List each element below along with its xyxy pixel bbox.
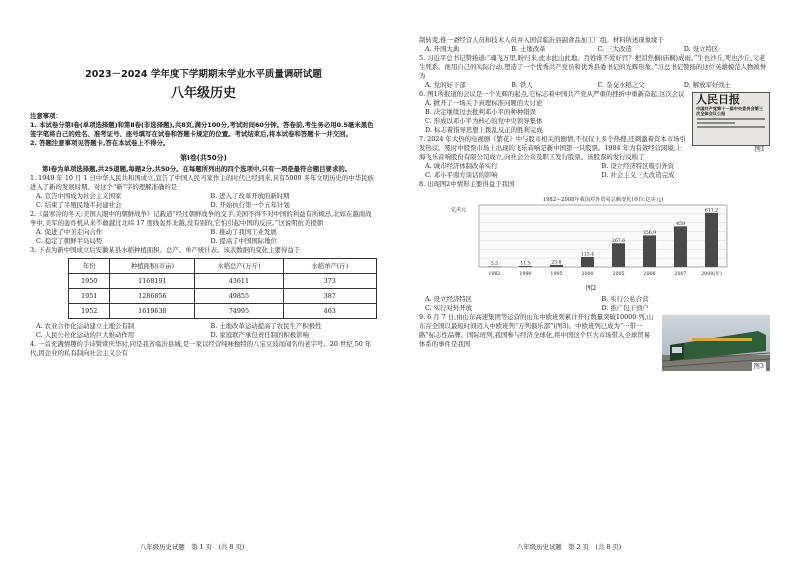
q5-option-d: D. 解放军好战士 bbox=[683, 81, 732, 89]
q8-option-d: D. 推广包干到户 bbox=[601, 304, 649, 312]
q3-options bbox=[30, 322, 377, 340]
chart-category-label: 2005 bbox=[612, 272, 625, 277]
q3-option-b: B. 土地改革运动提高了农民生产积极性 bbox=[210, 322, 322, 330]
q8-option-c: C. 实行对外开放 bbox=[425, 304, 473, 312]
q7-option-d: D. 社会主义三大改造完成 bbox=[601, 171, 675, 179]
newspaper-text-line bbox=[697, 118, 765, 120]
chart-bar bbox=[581, 257, 594, 267]
chart-category-label: 1995 bbox=[550, 272, 563, 277]
q2-stem: 2.《最寒冷的冬天:美国人眼中的朝鲜战争》记载道“经过朝鲜战争的交手,美国不得不对中国的利益有所顾忌,北如在越南战争中,美军的轰炸机从来不敢越过北纬 17 度线轰炸北越,没有别的,它怕引起中国的反应。”这说明抗美援朝 bbox=[30, 210, 372, 227]
table-cell: 1950 bbox=[69, 274, 110, 289]
chart-data-label: 611.2 bbox=[704, 208, 719, 214]
q3-stem: 3. 下表为新中国成立后安徽某县水稻种植面积、总产、单产统计表。该表数据的变化主要得益于 bbox=[30, 246, 301, 254]
q4-continued: 制转变,惟一斋经营人员和技术人员并入国营临沂县副食品加工厂组。材料所述现象缘于 bbox=[419, 36, 664, 44]
table-header: 水稻单产(斤) bbox=[283, 259, 376, 274]
chart-data-label: 459 bbox=[676, 221, 685, 227]
chart-plot-area bbox=[479, 205, 727, 267]
q7-option-b: B. 设立经济特区吸引外资 bbox=[601, 162, 675, 170]
q2-option-b: B. 推动了我国工业发展 bbox=[210, 228, 277, 236]
chart-ylabel: 亿美元 bbox=[451, 207, 467, 213]
chart-data-label: 356.9 bbox=[642, 230, 657, 236]
table-header: 水稻总产(万斤) bbox=[195, 259, 283, 274]
trade-chart bbox=[449, 193, 733, 293]
table-cell: 1619638 bbox=[110, 304, 195, 319]
q3-table bbox=[68, 258, 377, 319]
subject-title: 八年级历史 bbox=[170, 86, 236, 101]
table-cell: 387 bbox=[283, 289, 376, 304]
exam-title: 2023－2024 学年度下学期期末学业水平质量调研试题 bbox=[85, 69, 322, 80]
q5-option-a: A. 党的好干部 bbox=[425, 81, 466, 89]
q5-options bbox=[419, 81, 770, 90]
q1-option-d: D. 开始执行第一个五年计划 bbox=[210, 201, 290, 209]
section-intro: 第Ⅰ卷为单项选择题,共25道题,每题2分,共50分。在每题所列出的四个选项中,只有一项是最符合题目要求的。 bbox=[42, 165, 352, 173]
q4-option-c: C. 三大改造 bbox=[597, 45, 632, 53]
q2-option-d: D. 提高了中国国际地位 bbox=[210, 237, 277, 245]
chart-title: 1982—2008年我国对外贸易总额变化(单位:亿美元) bbox=[542, 197, 664, 203]
q1-option-a: A. 宣告中国成为社会主义国家 bbox=[36, 192, 122, 200]
table-cell: 373 bbox=[283, 274, 376, 289]
chart-category-label: 2006 bbox=[643, 272, 656, 277]
chart-data-label: 113.4 bbox=[580, 252, 595, 258]
table-row bbox=[69, 304, 377, 319]
q6-option-d: D. 标志着指导思想上拨乱反正的胜利完成 bbox=[425, 126, 543, 134]
table-cell: 49855 bbox=[195, 289, 283, 304]
table-header-row bbox=[69, 259, 377, 274]
chart-data-label: 267.6 bbox=[611, 238, 626, 244]
table-row bbox=[69, 289, 377, 304]
q7-options bbox=[419, 162, 770, 180]
page-footer-left: 八年级历史试题 第 1 页 (共 8 页) bbox=[140, 543, 245, 551]
newspaper-text-line bbox=[697, 122, 735, 124]
chart-bar bbox=[705, 213, 718, 267]
note-1: 1. 本试卷分第Ⅰ卷(单项选择题)和第Ⅱ卷(非选择题),共8页,满分100分,考试时间60分钟。答卷前,考生务必用0.5毫米黑色签字笔将自己的姓名、准考证号、座号填写在试卷和答题卡规定的位置。考试结束后,将本试卷和答题卡一并交回。 bbox=[30, 121, 374, 138]
q6-option-c: C. 形成以邓小平为核心的党中央领导集体 bbox=[425, 117, 543, 125]
q7-option-c: C. 邓小平南方谈话的影响 bbox=[425, 171, 498, 179]
chart-data-label: 23.8 bbox=[551, 260, 562, 266]
section-title: 第Ⅰ卷(共50分) bbox=[180, 154, 227, 162]
notes-heading: 注意事项： bbox=[30, 112, 62, 120]
q2-option-a: A. 促进了中美走向合作 bbox=[36, 228, 103, 236]
q7-option-a: A. 城市经济体制改革实行 bbox=[425, 162, 498, 170]
q8-option-a: A. 设立经济特区 bbox=[425, 295, 473, 303]
q6-option-a: A. 掀开了一场关于真理标准问题的大讨论 bbox=[425, 99, 543, 107]
q2-options bbox=[30, 228, 377, 246]
table-row bbox=[69, 274, 377, 289]
q5-option-b: B. 铁人 bbox=[511, 81, 533, 89]
q6-stem: 6. 图1所报道的会议是一个光辉的起点,它标志着中国共产党从严重的挫折中重新奋起,这次会议 bbox=[419, 90, 685, 98]
q3-option-a: A. 农业合作化运动建立土地公有制 bbox=[36, 322, 135, 330]
q2-option-c: C. 稳定了朝鲜半岛局势 bbox=[36, 237, 103, 245]
newspaper-masthead: 人民日报 bbox=[696, 93, 740, 106]
train-photo bbox=[662, 315, 770, 371]
q6-option-b: B. 决定继续过去批判邓小平的种种错误 bbox=[425, 108, 537, 116]
table-cell: 463 bbox=[283, 304, 376, 319]
q5-option-c: C. 杂交水稻之父 bbox=[597, 81, 645, 89]
table-cell: 1286856 bbox=[110, 289, 195, 304]
figure-3-caption: 图3 bbox=[753, 362, 764, 370]
newspaper-headline: 中国共产党第十一届中央委员会第三次全体会议公报 bbox=[696, 106, 764, 116]
trade-bar-chart bbox=[449, 193, 733, 281]
table-header: 种植面积(市亩) bbox=[110, 259, 195, 274]
chart-bar bbox=[643, 235, 656, 267]
q4-options bbox=[419, 45, 770, 54]
q1-options bbox=[30, 192, 377, 210]
chart-category-label: 2000 bbox=[581, 272, 594, 277]
q5-stem: 5. 习近平总书记赞扬道:“魂飞万里,盼归来,此水此山此地。百姓谁不爱好官？把泪焦桐(庙桐)成雨。”生也沙丘,死也沙丘,父老生死系。他用自己的实际行动,塑造了一个优秀共产党员和优秀县委书记的光辉形象。”习总书记赞扬的这位英雄模范人物被誉为 bbox=[419, 54, 767, 80]
q1-stem: 1. 1949 年 10 月 1 日中华人民共和国成立,宣告了中国人民当家作主的时代已经到来,具有5000 多年文明历史的中华民族进入了新的发展时期。对这个“新”字的理解准确的是 bbox=[30, 174, 374, 191]
table-cell: 1952 bbox=[69, 304, 110, 319]
q1-option-b: B. 进入了改革开放的新时期 bbox=[210, 192, 290, 200]
chart-category-label: 2008(年) bbox=[701, 272, 722, 277]
q4-option-d: D. 设立特区 bbox=[683, 45, 719, 53]
note-2: 2. 答题注意事项见答题卡,答在本试卷上不得分。 bbox=[30, 139, 170, 147]
page-footer-right: 八年级历史试题 第 2 页 (共 8 页) bbox=[517, 543, 622, 551]
chart-category-label: 1982 bbox=[488, 272, 501, 277]
q3-option-d: D. 家庭联产承包责任制的积极影响 bbox=[210, 331, 309, 339]
q8-options bbox=[419, 295, 770, 313]
q9-stem: 9. 6 月 7 日,由山东高速集团等运营的山东中欧班列累计开行数量突破10000 列,山东在全国以最短时间迈入中欧班列“万列俱乐部”(图3)。中欧班列已成为“一带一路”标志性品牌、国际班列,我国参与经济全球化,将中国这个巨大市场带入全球贸易体系的事件是我国 bbox=[419, 313, 654, 348]
chart-category-label: 2007 bbox=[674, 272, 687, 277]
table-header: 年份 bbox=[69, 259, 110, 274]
figure-1-caption: 图1 bbox=[754, 145, 765, 153]
chart-data-label: 11.5 bbox=[520, 261, 531, 267]
q7-stem: 7. 2024 年大热的电视剧《繁花》中与股市相关的剧情,不仅仅上多个热搜,还刺激着资本市场引发热议。冕时中股票市场上出现的飞乐音响是新中国第一只股票。1984 年为有效经营困境,上海飞乐音响股份有限公司成立,向社会公众及职工发行股票。该股票的发行反映了 bbox=[419, 135, 686, 161]
chart-data-label: 5.5 bbox=[490, 262, 499, 268]
q3-option-c: C. 人民公社化运动的巨大推动作用 bbox=[36, 331, 135, 339]
chart-bar bbox=[612, 243, 625, 267]
q8-stem: 8. 出现图2中情形主要得益于我国 bbox=[419, 180, 515, 188]
table-cell: 1168191 bbox=[110, 274, 195, 289]
chart-bar bbox=[674, 226, 687, 267]
chart-category-label: 1990 bbox=[519, 272, 532, 277]
newspaper-text-line bbox=[697, 126, 765, 128]
q8-option-b: B. 实行公私合营 bbox=[601, 295, 649, 303]
page-right bbox=[397, 0, 794, 562]
table-cell: 1951 bbox=[69, 289, 110, 304]
table-cell: 43611 bbox=[195, 274, 283, 289]
q1-option-c: C. 结束了半殖民地半封建社会 bbox=[36, 201, 122, 209]
q4-stem: 4. 一首充满情趣的手诗赞赏庆华时,同是我省临沂县城,是一家以经营纯味独特的八宝豆豉而闻名的老字号。20 世纪 50 年代,因企业的私有制向社会主义公有 bbox=[30, 340, 372, 357]
figure-2-caption: 图2 bbox=[585, 284, 597, 292]
newspaper-figure bbox=[692, 92, 770, 153]
table-cell: 74995 bbox=[195, 304, 283, 319]
q4-option-b: B. 土地改革 bbox=[511, 45, 546, 53]
q4-option-a: A. 开国大典 bbox=[425, 45, 460, 53]
